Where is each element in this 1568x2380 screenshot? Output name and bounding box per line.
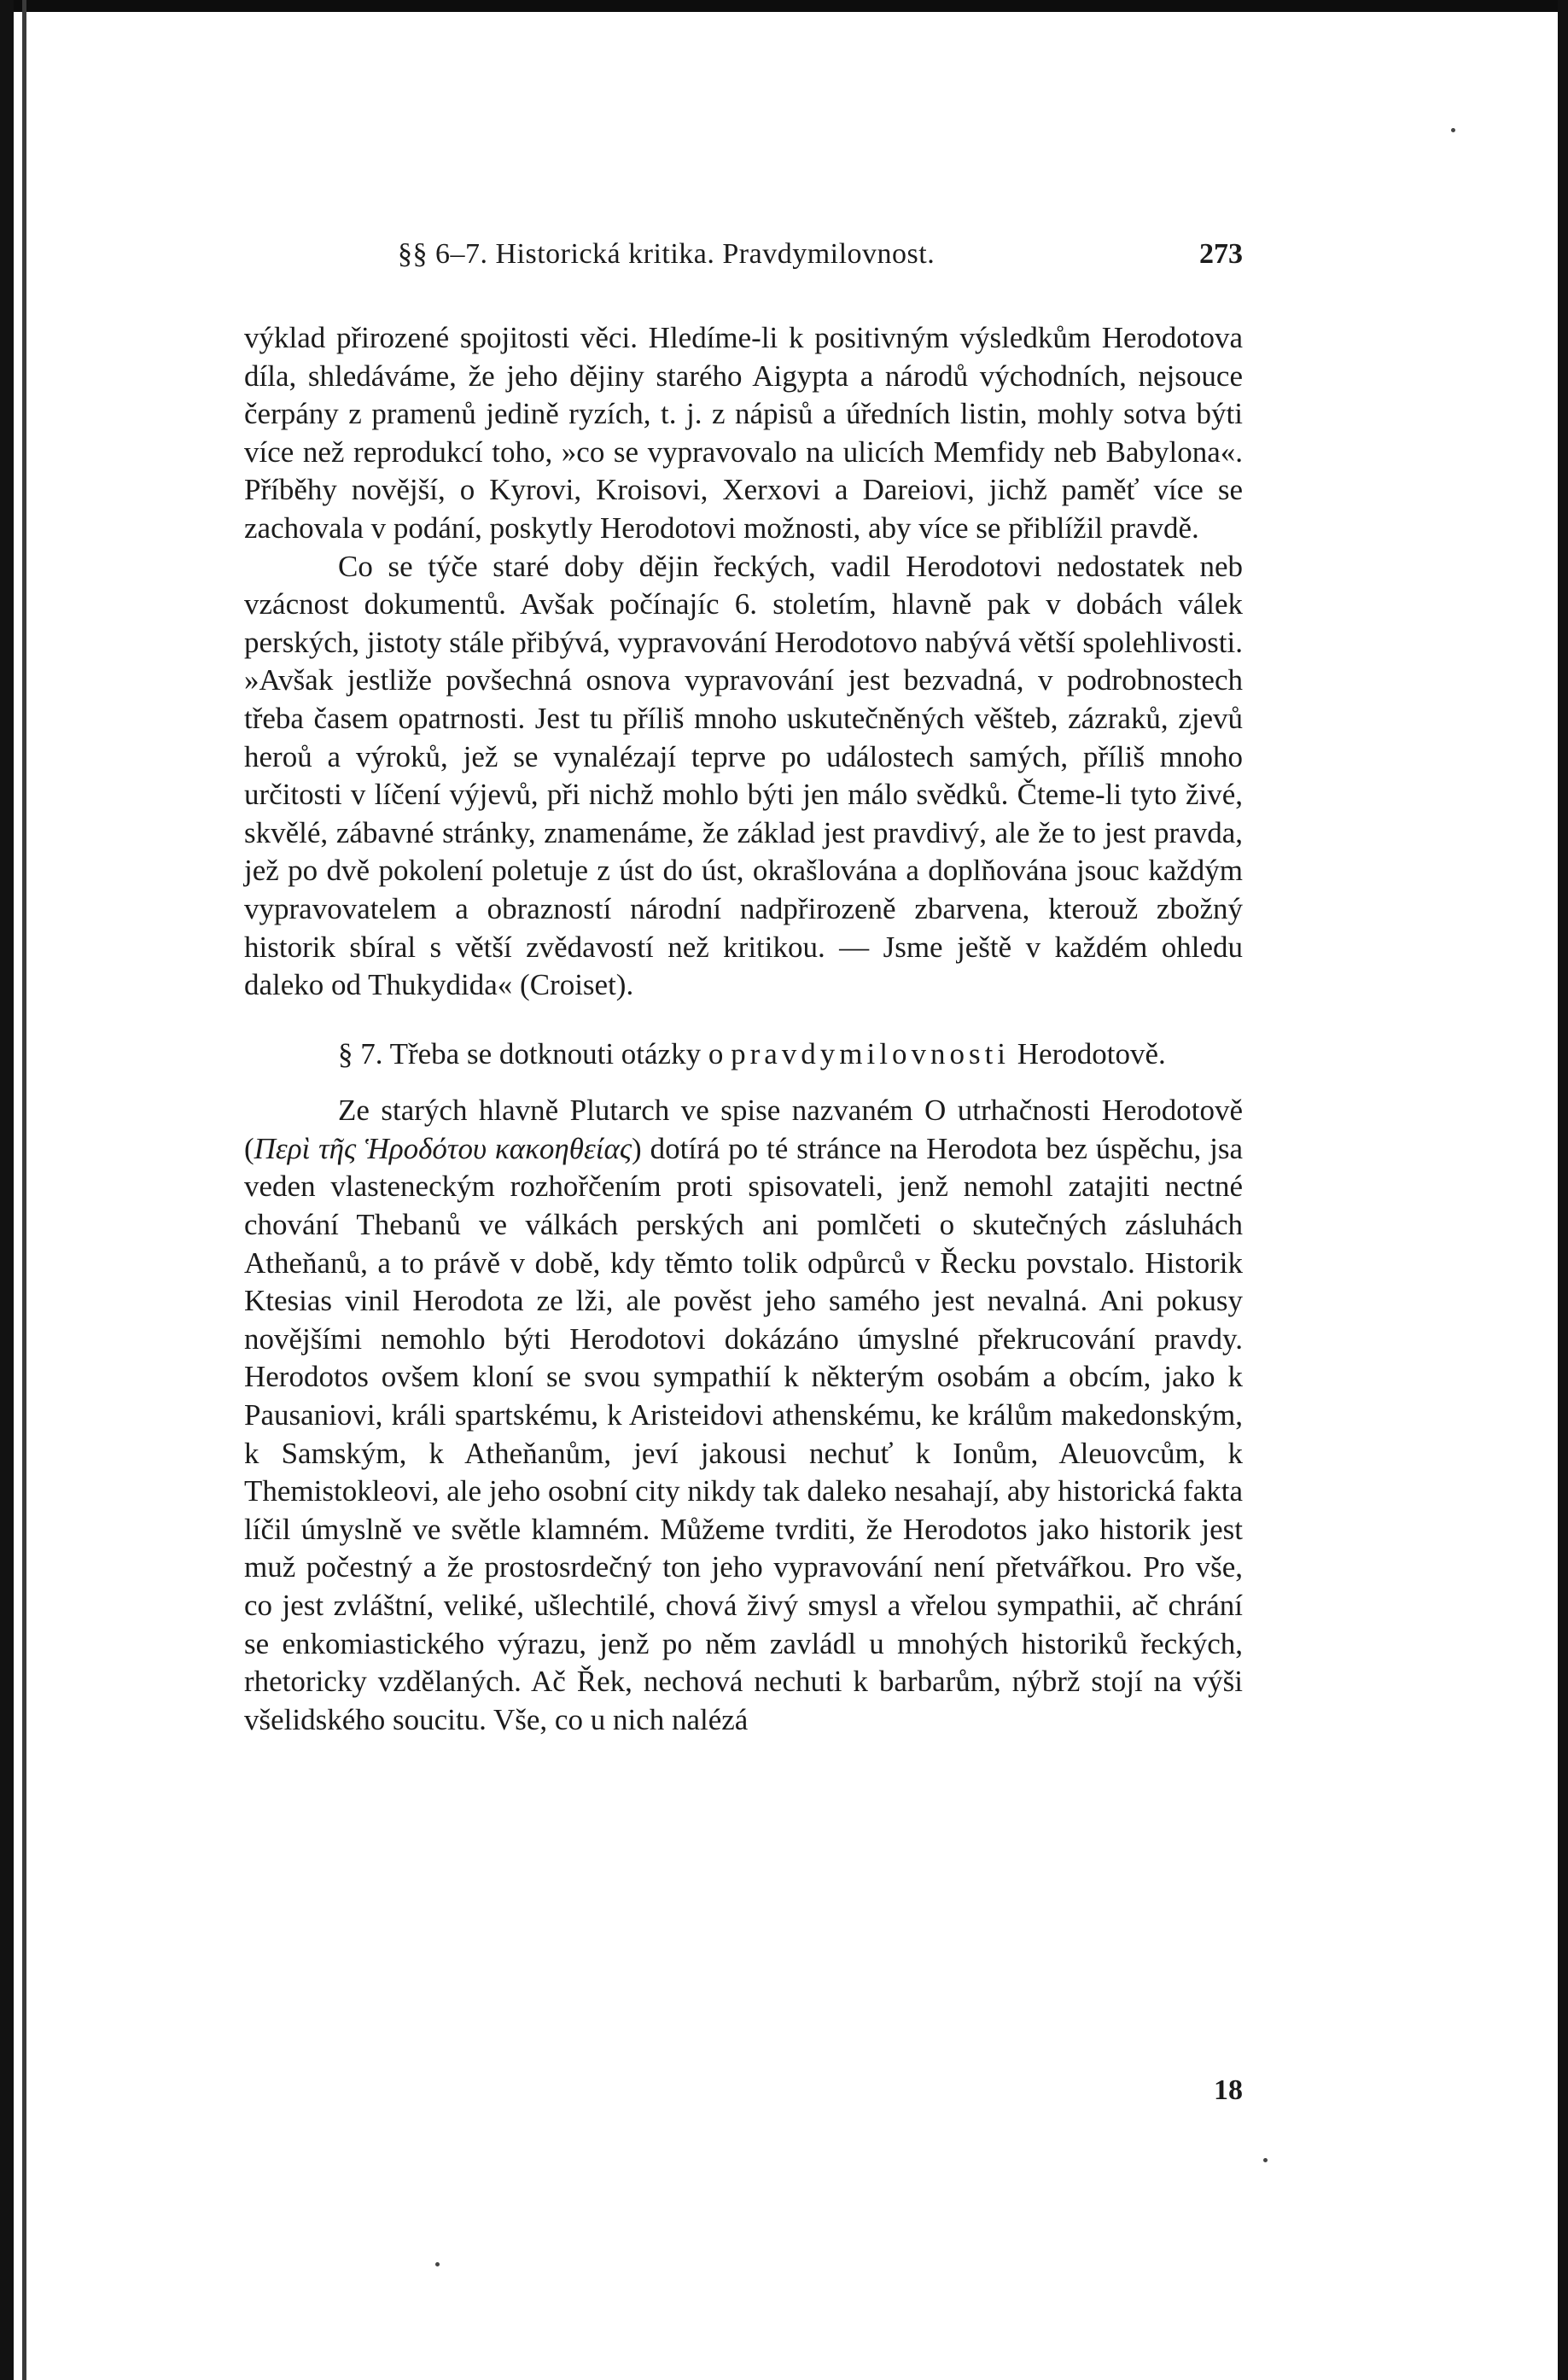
scan-border-left: [0, 0, 14, 2380]
body-text: [244, 319, 1243, 1739]
page-number: 273: [1199, 238, 1243, 270]
book-page: [244, 232, 1243, 2106]
scan-border-right: [1558, 0, 1568, 2380]
running-head: [244, 232, 1243, 277]
signature-mark: 18: [1214, 2074, 1243, 2106]
scan-border-top: [0, 0, 1568, 12]
paragraph-continuation: výklad přirozené spojitosti věci. Hledíme-li k positivným výsledkům Herodotova díla, shledáváme, že jeho dějiny starého Aigypta a národů východních, nejsouce čerpány z pramenů jedině ryzích, t. j. z nápisů a úředních listin, mohly sotva býti více než reprodukcí toho, »co se vypravovalo na ulicích Memfidy neb Babylona«. Příběhy novější, o Kyrovi, Kroisovi, Xerxovi a Dareiovi, jichž paměť více se zachovala v podání, poskytly Herodotovi možnosti, aby více se přiblížil pravdě.: [244, 321, 1243, 545]
scan-speck: [1263, 2158, 1268, 2162]
scan-border-left-inner: [22, 0, 26, 2380]
plutarch-text-start: Ze starých hlavně Plutarch ve spise nazvaném O utrhačnosti Herodotově (: [244, 1094, 1243, 1165]
scan-speck: [1451, 128, 1455, 132]
section-7-spaced-term: pravdymilovnosti: [731, 1036, 1011, 1070]
section-7-heading-paragraph: [244, 1035, 1243, 1074]
section-7-suffix: Herodotově.: [1010, 1036, 1166, 1070]
section-7-prefix: § 7. Třeba se dotknouti otázky o: [338, 1036, 732, 1070]
paragraph-plutarch: [244, 1092, 1243, 1739]
scan-speck: [435, 2262, 440, 2266]
plutarch-text-rest: ) dotírá po té stránce na Herodota bez úspěchu, jsa veden vlasteneckým rozhořčením proti spisovateli, jenž nemohl zatajiti nectné chování Thebanů ve válkách perských ani pomlčeti o skutečných zásluhách Atheňanů, a to právě v době, kdy těmto tolik odpůrců v Řecku povstalo. Historik Ktesias vinil Herodota ze lži, ale pověst jeho samého jest nevalná. Ani pokusy novějšími nemohlo býti Herodotovi dokázáno úmyslné překrucování pravdy. Herodotos ovšem kloní se svou sympathií k některým osobám a obcím, jako k Pausaniovi, králi spartskému, k Aristeidovi athenskému, ke králům makedonským, k Samským, k Atheňanům, jeví jakousi nechuť k Ionům, Aleuovcům, k Themistokleovi, ale jeho osobní city nikdy tak daleko nesahají, aby historická fakta líčil úmyslně ve světle klamném. Můžeme tvrditi, že Herodotos jako historik jest muž počestný a že prostosrdečný ton jeho vypravování není přetvářkou. Pro vše, co jest zvláštní, veliké, ušlechtilé, chová živý smysl a vřelou sympathii, ač chrání se enkomiastického výrazu, jenž po něm zavládl u mnohých historiků řeckých, rhetoricky vzdělaných. Ač Řek, nechová nechuti k barbarům, nýbrž stojí na výši všelidského soucitu. Vše, co u nich nalézá: [244, 1131, 1243, 1736]
paragraph-greek-history: Co se týče staré doby dějin řeckých, vadil Herodotovi nedostatek neb vzácnost dokumentů. Avšak počínajíc 6. stoletím, hlavně pak v dobách válek perských, jistoty stále přibývá, vypravování Herodotovo nabývá větší spolehlivosti. »Avšak jestliže povšechná osnova vypravování jest bezvadná, v podrobnostech třeba časem opatrnosti. Jest tu příliš mnoho uskutečněných věšteb, zázraků, zjevů heroů a výroků, jež se vynalézají teprve po událostech samých, příliš mnoho určitosti v líčení výjevů, při nichž mohlo býti jen málo svědků. Čteme-li tyto živé, skvělé, zábavné stránky, znamenáme, že základ jest pravdivý, ale že to jest pravda, jež po dvě pokolení poletuje z úst do úst, okrašlována a doplňována jsouc každým vypravovatelem a obrazností národní nadpřirozeně zbarvena, kterouž zbožný historik sbíral s větší zvědavostí než kritikou. — Jsme ještě v každém ohledu daleko od Thukydida« (Croiset).: [244, 549, 1243, 1002]
running-head-title: §§ 6–7. Historická kritika. Pravdymilovnost.: [398, 238, 936, 270]
greek-title: Περὶ τῆς Ἡροδότου κακοηθείας: [254, 1131, 632, 1165]
